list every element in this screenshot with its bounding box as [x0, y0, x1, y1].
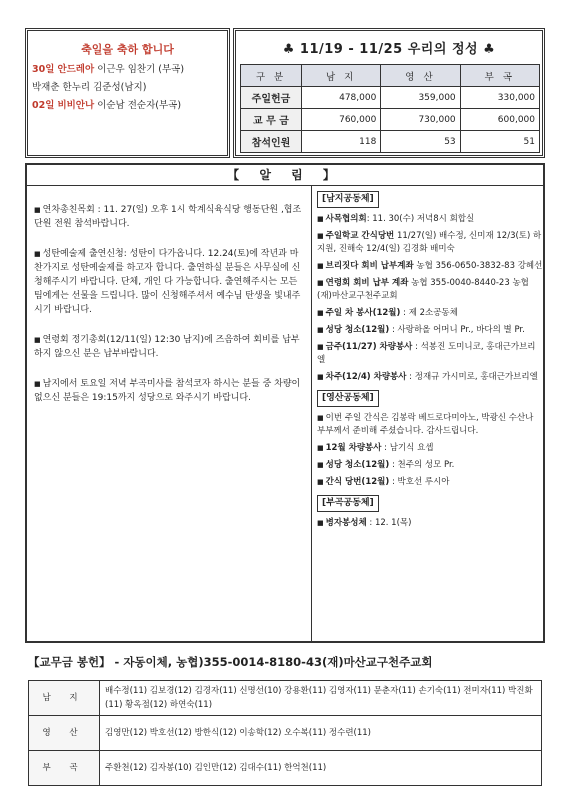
item-text: : 석봉진 도미니코, 홍대근가브리엘	[317, 342, 536, 365]
birthday-line	[32, 97, 227, 111]
birthday-title: 축일을 축하 합니다	[81, 43, 174, 56]
feast-day: 02일	[32, 100, 55, 111]
bullet-icon: ■	[34, 336, 41, 344]
offering-box	[233, 28, 545, 158]
notice-text: 남지에서 토요일 저녁 부곡미사를 참석코자 하시는 분들 중 차량이 없으신 분들은 19:15까지 성당으로 와주시기 바랍니다.	[34, 379, 301, 403]
item-text: : 12. 1(목)	[366, 518, 412, 528]
bullet-icon: ■	[317, 279, 324, 287]
donor-names: 배수정(11) 김보경(12) 김경자(11) 신명선(10) 강용환(11) 김영자(11) 문춘자(11) 손기숙(11) 전미자(11) 박진화(11) 황옥점(12) 하연숙(11)	[100, 681, 542, 716]
section-title-yeongsan: [영산공동체]	[317, 390, 379, 407]
offering-row	[241, 131, 540, 153]
notice-item	[34, 333, 304, 361]
item-label: 병자봉성체	[325, 518, 367, 528]
bullet-icon: ■	[34, 380, 41, 388]
item-label: 주일학교 간식당번	[325, 231, 395, 241]
notice-text: 성탄예술제 출연신청: 성탄이 다가옵니다. 12.24(토)에 작년과 마찬가지로 성탄예술제를 하고자 합니다. 출연하실 분들은 사무실에 신청해주시기 바랍니다. 단체, 개인 다 가능합니다. 출연해주시는 모든 팀에게는 선물을 드립니다. 많이 신청해주셔서 예수님 탄생을 빛내주시기 바랍니다.	[34, 249, 301, 315]
community-item	[317, 230, 543, 256]
bullet-icon: ■	[34, 250, 41, 258]
bullet-icon: ■	[317, 343, 324, 351]
community-item	[317, 260, 543, 273]
donation-table	[28, 680, 542, 786]
notice-item	[34, 247, 304, 317]
count-cell: 53	[381, 131, 460, 153]
bullet-icon: ■	[317, 262, 324, 270]
count-cell: 118	[302, 131, 381, 153]
bullet-icon: ■	[317, 215, 324, 223]
item-label: 차주(12/4) 차량봉사	[325, 372, 407, 382]
bullet-icon: ■	[317, 373, 324, 381]
bullet-icon: ■	[317, 326, 324, 334]
item-label: 사목협의회	[325, 214, 367, 224]
amount-cell: 760,000	[302, 109, 381, 131]
item-label: 연령회 회비 납부 계좌	[325, 278, 409, 288]
bullet-icon: ■	[317, 478, 324, 486]
item-text: : 천주의 성모 Pr.	[389, 460, 455, 470]
item-label: 성당 청소(12월)	[325, 325, 390, 335]
item-text: 11/27(일) 배수정, 신미재 12/3(토) 하지원, 진해숙 12/4(일) 김경화 배미숙	[317, 231, 542, 254]
row-label: 주일헌금	[241, 87, 302, 109]
community-item	[317, 412, 543, 438]
section-title-bugok: [부곡공동체]	[317, 495, 379, 512]
offering-row	[241, 87, 540, 109]
community-item	[317, 459, 543, 472]
birthday-line	[32, 61, 227, 75]
offering-table	[240, 64, 540, 153]
donation-row	[29, 681, 542, 716]
item-text: : 정재규 가시미로, 홍대근가브리엘	[406, 372, 538, 382]
amount-cell: 600,000	[460, 109, 539, 131]
item-text: 농협 356-0650-3832-83 강혜선	[413, 261, 543, 271]
column-header: 구 분	[241, 65, 302, 87]
donor-names: 김영만(12) 박호선(12) 방한식(12) 이송학(12) 오수복(11) 정수련(11)	[100, 716, 542, 751]
donation-banner: 【교무금 봉헌】 - 자동이체, 농협)355-0014-8180-43(재)마산교구천주교회	[28, 655, 433, 669]
column-divider	[311, 185, 312, 641]
birthday-box	[25, 28, 230, 158]
donation-row	[29, 716, 542, 751]
donor-names: 주환천(12) 김자봉(10) 김인만(12) 김대수(11) 한억천(11)	[100, 751, 542, 786]
count-cell: 51	[460, 131, 539, 153]
community-notices	[317, 189, 543, 534]
notice-item	[34, 203, 304, 231]
birthday-line	[32, 79, 227, 93]
bullet-icon: ■	[317, 461, 324, 469]
celebrant-names: 박재춘 한누리 김준성(남지)	[32, 82, 147, 93]
saint-name: 안드레아	[57, 64, 95, 75]
celebrant-names: 이근우 임찬기 (부곡)	[97, 64, 185, 75]
row-label: 교 무 금	[241, 109, 302, 131]
section-title-namji: [남지공동체]	[317, 191, 379, 208]
community-item	[317, 371, 543, 384]
bullet-icon: ■	[317, 519, 324, 527]
community-item	[317, 476, 543, 489]
offering-header-row	[241, 65, 540, 87]
celebrant-names: 이순남 전순자(부곡)	[97, 100, 182, 111]
notice-box	[25, 163, 545, 643]
item-label: 12월 차량봉사	[325, 443, 382, 453]
row-label: 참석인원	[241, 131, 302, 153]
community-item	[317, 442, 543, 455]
bullet-icon: ■	[317, 232, 324, 240]
amount-cell: 330,000	[460, 87, 539, 109]
general-notices	[34, 203, 304, 421]
item-text: : 남기식 요셉	[381, 443, 434, 453]
community-item	[317, 277, 543, 303]
feast-day: 30일	[32, 64, 55, 75]
community-item	[317, 307, 543, 320]
amount-cell: 359,000	[381, 87, 460, 109]
bullet-icon: ■	[317, 414, 324, 422]
item-text: 이번 주일 간식은 김봉락 베드로다미아노, 박광신 수산나 부부께서 준비해 주셨습니다. 감사드립니다.	[317, 413, 534, 436]
community-item	[317, 517, 543, 530]
amount-cell: 730,000	[381, 109, 460, 131]
item-label: 성당 청소(12월)	[325, 460, 390, 470]
notice-heading: 【 알 림 】	[27, 165, 543, 186]
community-label: 부 곡	[29, 751, 100, 786]
bullet-icon: ■	[34, 206, 41, 214]
notice-text: 연차총친목회 : 11. 27(일) 오후 1시 학계식육식당 행동단원 ,협조단원 전원 참석바랍니다.	[34, 205, 302, 229]
donation-row	[29, 751, 542, 786]
bullet-icon: ■	[317, 309, 324, 317]
saint-name: 비비안나	[57, 100, 95, 111]
item-label: 금주(11/27) 차량봉사	[325, 342, 413, 352]
item-label: 주일 차 봉사(12월)	[325, 308, 401, 318]
community-item	[317, 341, 543, 367]
column-header: 영 산	[381, 65, 460, 87]
item-text: : 11. 30(수) 저녁8시 회합실	[366, 214, 475, 224]
column-header: 부 곡	[460, 65, 539, 87]
item-text: 농협 355-0040-8440-23 농협 (재)마산교구천주교회	[317, 278, 529, 301]
item-text: : 사랑하올 어머니 Pr., 바다의 별 Pr.	[389, 325, 525, 335]
notice-item	[34, 377, 304, 405]
bullet-icon: ■	[317, 444, 324, 452]
item-label: 간식 당번(12월)	[325, 477, 390, 487]
offering-row	[241, 109, 540, 131]
offering-title: ♣ 11/19 - 11/25 우리의 정성 ♣	[282, 42, 496, 57]
item-label: 브리짓다 회비 납부계좌	[325, 261, 414, 271]
notice-text: 연령회 정기총회(12/11(일) 12:30 남지)에 즈음하여 회비를 납부하지 않으신 분은 납부바랍니다.	[34, 335, 300, 359]
community-item	[317, 324, 543, 337]
community-label: 영 산	[29, 716, 100, 751]
item-text: : 박호선 루시아	[389, 477, 450, 487]
community-label: 남 지	[29, 681, 100, 716]
amount-cell: 478,000	[302, 87, 381, 109]
community-item	[317, 213, 543, 226]
item-text: : 제 2소공동체	[400, 308, 458, 318]
column-header: 남 지	[302, 65, 381, 87]
